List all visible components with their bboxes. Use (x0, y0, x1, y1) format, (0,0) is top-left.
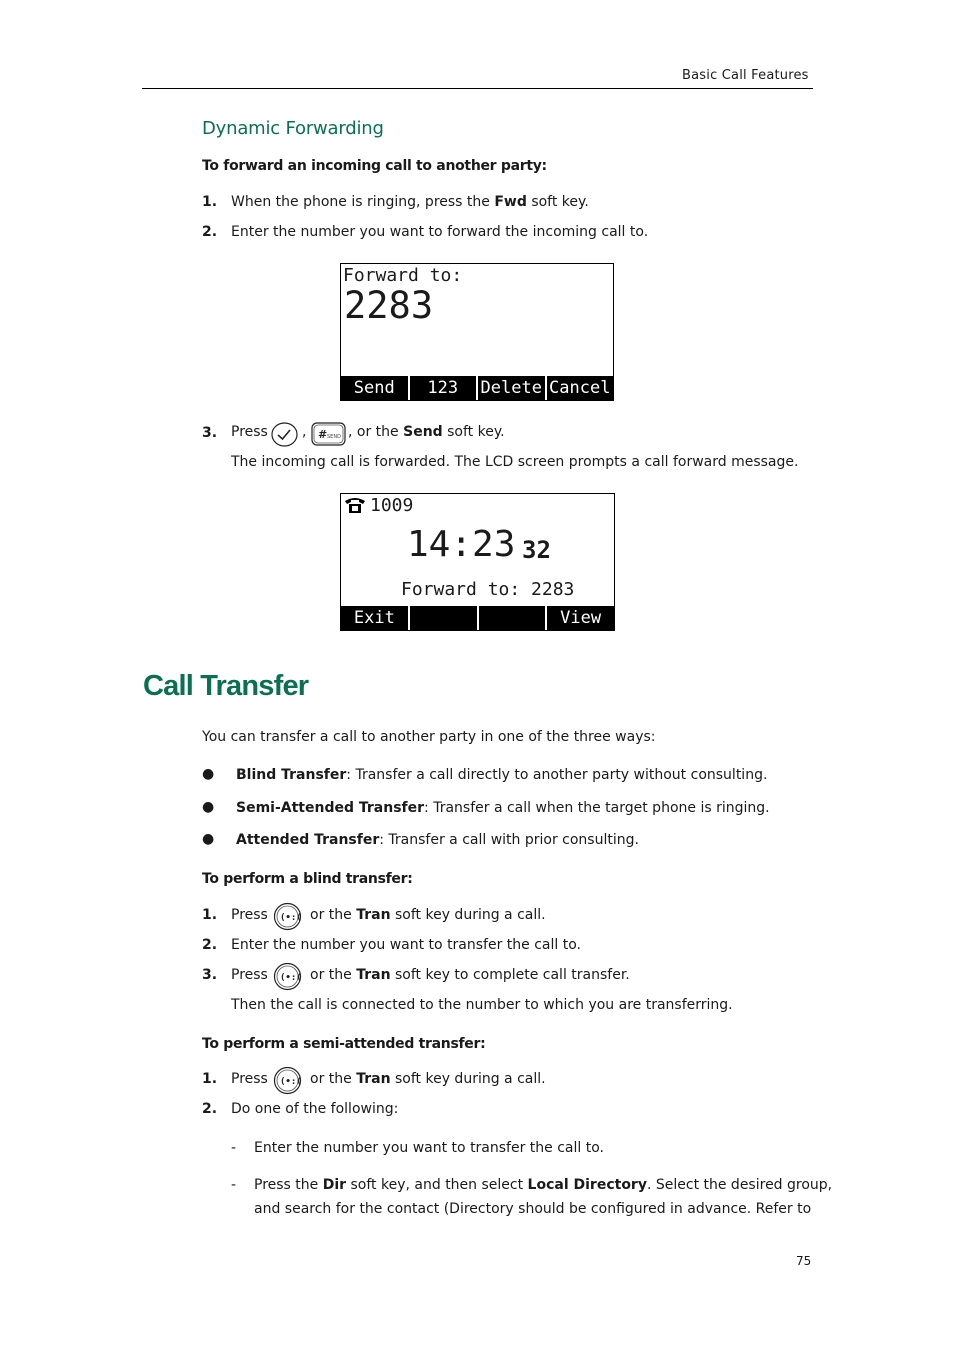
softkey-123: 123 (408, 376, 477, 400)
softkey-send: Send (353, 378, 395, 398)
step-text: or the Tran soft key to complete call transfer. (310, 967, 630, 983)
sub-step-text-continued: and search for the contact (Directory should be configured in advance. Refer to (254, 1201, 812, 1217)
bullet-dot: ● (202, 766, 215, 782)
step-text-press: Press (231, 424, 268, 440)
transfer-key-icon (273, 962, 302, 995)
step-number: 1. (202, 194, 218, 210)
transfer-key-icon (273, 902, 302, 935)
step-text: Enter the number you want to forward the incoming call to. (231, 224, 649, 240)
page-number: 75 (796, 1254, 812, 1268)
bullet-dot: ● (202, 831, 215, 847)
step-text: or the Tran soft key during a call. (310, 1071, 546, 1087)
step-number: 1. (202, 1071, 218, 1087)
lcd-screen-forward-to (340, 263, 614, 401)
step-number: 1. (202, 907, 218, 923)
softkey-view: View (545, 606, 614, 630)
procedure-title: To perform a semi-attended transfer: (202, 1036, 486, 1052)
lcd-account: 1009 (370, 495, 414, 516)
step-text: Enter the number you want to transfer the call to. (231, 937, 581, 953)
svg-text:#: # (318, 428, 328, 441)
bullet-item: Attended Transfer: Transfer a call with prior consulting. (236, 832, 639, 848)
lcd-seconds: 32 (522, 536, 551, 564)
subsection-heading: Dynamic Forwarding (202, 118, 384, 139)
bullet-item: Blind Transfer: Transfer a call directly to another party without consulting. (236, 767, 768, 783)
step-text: When the phone is ringing, press the Fwd soft key. (231, 194, 589, 210)
procedure-title: To perform a blind transfer: (202, 871, 413, 887)
softkey-empty (408, 606, 477, 630)
sub-step-text: Enter the number you want to transfer the call to. (254, 1140, 604, 1156)
step-number: 3. (202, 967, 218, 983)
svg-text:(•:(: (•:( (280, 973, 302, 983)
lcd-time: 14:23 (407, 524, 516, 565)
transfer-key-icon (273, 1066, 302, 1099)
step-number: 2. (202, 1101, 218, 1117)
dash-marker: - (231, 1177, 237, 1193)
separator: , (302, 424, 307, 440)
lcd-message: Forward to: 2283 (401, 579, 575, 600)
lcd-number: 2283 (344, 284, 434, 327)
svg-text:(•:(: (•:( (280, 1077, 302, 1087)
ok-key-icon (271, 422, 298, 451)
lcd-softkey-bar (341, 376, 613, 400)
dash-marker: - (231, 1140, 237, 1156)
phone-handset-icon (343, 496, 367, 518)
running-header: Basic Call Features (682, 68, 809, 83)
step-note: The incoming call is forwarded. The LCD screen prompts a call forward message. (231, 454, 799, 470)
step-number: 2. (202, 937, 218, 953)
step-text: Do one of the following: (231, 1101, 399, 1117)
step-number: 2. (202, 224, 218, 240)
softkey-delete: Delete (476, 376, 545, 400)
lcd-label: Forward to: (343, 265, 463, 286)
step-text: or the Tran soft key during a call. (310, 907, 546, 923)
lcd-softkey-bar (341, 606, 614, 630)
svg-text:(•:(: (•:( (280, 913, 302, 923)
softkey-empty (477, 606, 546, 630)
svg-text:SEND: SEND (327, 434, 341, 440)
step-note: Then the call is connected to the number to which you are transferring. (231, 997, 733, 1013)
procedure-title: To forward an incoming call to another party: (202, 158, 547, 174)
pound-send-key-icon (311, 422, 346, 450)
step-text-press: Press (231, 967, 268, 983)
step-text-press: Press (231, 1071, 268, 1087)
softkey-cancel: Cancel (545, 376, 614, 400)
bullet-item: Semi-Attended Transfer: Transfer a call when the target phone is ringing. (236, 800, 770, 816)
step-number: 3. (202, 425, 218, 441)
intro-text: You can transfer a call to another party in one of the three ways: (202, 729, 656, 745)
header-rule (142, 88, 813, 89)
sub-step-text: Press the Dir soft key, and then select Local Directory. Select the desired group, (254, 1177, 833, 1193)
bullet-dot: ● (202, 799, 215, 815)
step-text: , or the Send soft key. (348, 424, 505, 440)
softkey-exit: Exit (353, 608, 395, 628)
section-heading: Call Transfer (143, 670, 309, 702)
step-text-press: Press (231, 907, 268, 923)
lcd-screen-forward-status (340, 493, 615, 631)
